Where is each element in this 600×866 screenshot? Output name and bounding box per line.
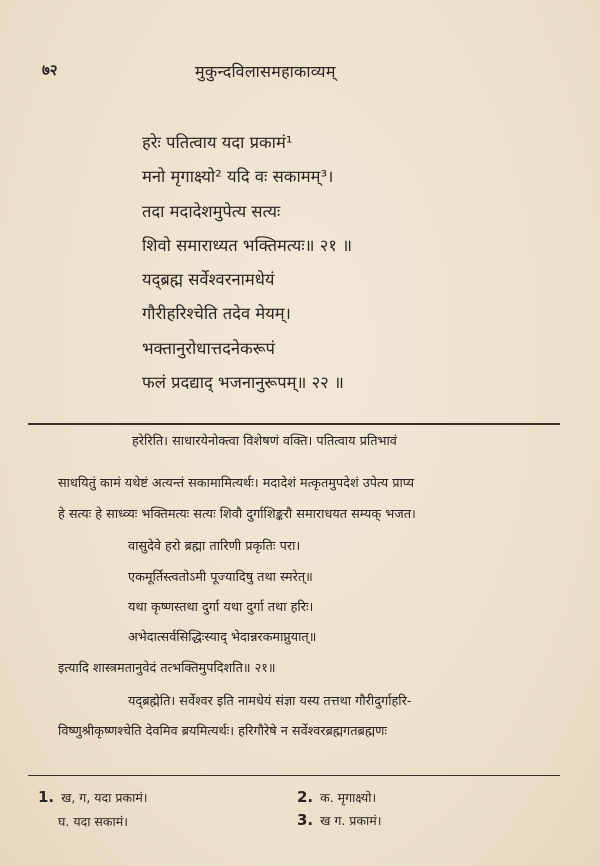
commentary-line: वासुदेवे हरो ब्रह्मा तारिणी प्रकृतिः परा।: [128, 539, 301, 554]
commentary-line: हरेरिति। साधारयेनोक्त्वा विशेषणं वक्ति। पतित्वाय प्रतिभावं: [132, 434, 397, 449]
running-head: मुकुन्दविलासमहाकाव्यम्: [195, 62, 336, 81]
verse-line: यद्ब्रह्म सर्वेश्वरनामधेयं: [142, 270, 275, 290]
commentary-line: विष्णुश्रीकृष्णश्चेति देवमिव ब्रयमित्यर्थः। हरिगौरेषे न सर्वेश्वरब्रह्मगतब्रह्मणः: [58, 724, 387, 739]
footnote: 2. क. मृगाक्ष्यो।: [297, 788, 377, 806]
commentary-line: यद्ब्रह्मेति। सर्वेश्वर इति नामधेयं संज्ञा यस्य तत्तथा गौरीदुर्गाहरि-: [128, 694, 412, 709]
section-divider: [28, 423, 560, 425]
commentary-line: साधयितुं कामं यथेष्टं अत्यन्तं सकामामित्यर्थः। मदादेशं मत्कृतमुपदेशं उपेत्य प्राप्य: [58, 476, 415, 491]
footnote: घ. यदा सकामं।: [58, 814, 128, 829]
commentary-line: अभेदात्सर्वसिद्धिःस्याद् भेदान्नरकमाप्नुयात्॥: [128, 630, 317, 645]
verse-line: तदा मदादेशमुपेत्य सत्यः: [142, 201, 281, 221]
footnote: 3. ख ग. प्रकामं।: [297, 811, 382, 829]
verse-line: शिवो समाराध्यत भक्तिमत्यः॥ २१ ॥: [142, 235, 353, 255]
page-number: ७२: [42, 61, 58, 79]
verse-line: गौरीहरिश्चेति तदेव मेयम्।: [142, 304, 291, 324]
verse-line: मनो मृगाक्ष्यो² यदि वः सकामम्³।: [142, 167, 334, 187]
commentary-line: एकमूर्तिस्त्वतोऽमी पूज्यादिषु तथा स्मरेत्॥: [128, 570, 313, 585]
footnote-divider: [28, 775, 560, 776]
commentary-line: यथा कृष्णस्तथा दुर्गा यथा दुर्गा तथा हरिः।: [128, 600, 314, 615]
verse-block: [142, 126, 352, 400]
verse-line: हरेः पतित्वाय यदा प्रकामं¹: [142, 133, 293, 152]
verse-line: फलं प्रदद्याद् भजनानुरूपम्॥ २२ ॥: [142, 373, 344, 393]
commentary-line: हे सत्यः हे साध्व्यः भक्तिमत्यः सत्यः शिवौ दुर्गाशिङ्करौ समाराधयत सम्यक् भजत।: [58, 507, 416, 522]
commentary-line: इत्यादि शास्त्रमतानुवेदं तत्भक्तिमुपदिशति॥ २१॥: [58, 661, 276, 676]
verse-line: भक्तानुरोधात्तदनेकरूपं: [142, 338, 275, 358]
footnote: 1. ख, ग, यदा प्रकामं।: [38, 788, 148, 806]
